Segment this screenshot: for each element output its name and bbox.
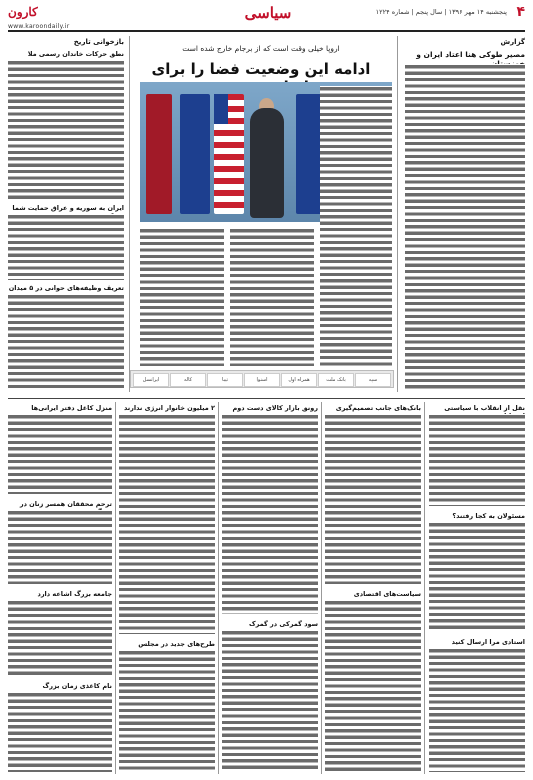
- bottom-col3-body-2: [222, 630, 318, 772]
- top-story-headline: ادامه این وضعیت فضا را برای: [151, 60, 371, 78]
- left-column-headline-2: ایران به سوریه و عراق حمایت شما: [12, 204, 124, 212]
- mid-rule: [8, 398, 525, 399]
- ad-3[interactable]: تیبا: [207, 373, 243, 387]
- bottom-col1-headline-4: نام کاغذی زمان بزرگ: [42, 682, 112, 690]
- bottom-col5-headline-3: استادی مرا ارسال کنید: [451, 638, 525, 646]
- bottom-col5-body-3: [429, 648, 525, 772]
- left-column-headline-1: نطق حرکات خاندان رسمی ملا: [27, 50, 124, 58]
- bottom-col3-headline: رونق بازار کالای دست دوم: [232, 404, 318, 412]
- page-number: ۴: [516, 4, 525, 20]
- bottom-col4-headline: بانک‌های جانب تصمیم‌گیری: [335, 404, 421, 412]
- bottom-col1-headline: منزل کاغل دفتر ایرانی‌ها: [31, 404, 112, 412]
- column-divider: [218, 402, 219, 774]
- bottom-col3-headline-2: سود گمرکی در گمرک: [248, 620, 318, 628]
- bottom-col2-headline: ۲ میلیون خانوار انرژی ندارند: [123, 404, 215, 412]
- top-story-kicker: اروپا خیلی وقت است که از برجام خارج شده است: [182, 44, 340, 53]
- column-divider: [115, 402, 116, 774]
- top-story-body-col-1: [320, 86, 392, 366]
- left-column-headline-3: تعریف وظیفه‌های حوانی در ۵ میدان: [8, 284, 124, 292]
- website-url: www.karoondaily.ir: [8, 23, 70, 30]
- bottom-col1-headline-2: ترحم محققان همسر زنان در: [19, 500, 112, 508]
- ad-2[interactable]: کاله: [170, 373, 206, 387]
- top-story-body-col-2: [230, 228, 314, 366]
- bottom-col4-body-2: [325, 600, 421, 772]
- bottom-col5-body-2: [429, 522, 525, 632]
- column-divider: [321, 402, 322, 774]
- bottom-col2-body-2: [119, 650, 215, 772]
- header-rule: [8, 30, 525, 32]
- bottom-col1-body-4: [8, 692, 112, 772]
- section-title: سیاسی: [244, 4, 292, 22]
- column-divider: [397, 36, 398, 392]
- column-divider: [424, 402, 425, 774]
- bottom-col1-headline-3: جامعه بزرگ اشاعه دارد: [37, 590, 112, 598]
- left-column-body-1: [8, 60, 124, 200]
- left-column-header: بازخوانی تاریخ: [73, 38, 124, 46]
- bottom-col1-body-3: [8, 600, 112, 676]
- bottom-col2-headline-2: طرح‌های جدید در مجلس: [138, 640, 215, 648]
- bottom-col1-body-1: [8, 414, 112, 494]
- left-column-body-2: [8, 214, 124, 280]
- right-column-header: گزارش: [500, 38, 525, 46]
- ad-1[interactable]: ایرانسل: [133, 373, 169, 387]
- right-column-headline: مصیر طوکی هنا اعتاد ایران و: [416, 50, 525, 59]
- ad-4[interactable]: اسنوا: [244, 373, 280, 387]
- bottom-col5-body-1: [429, 414, 525, 506]
- right-column-body: [405, 64, 525, 390]
- newspaper-logo: کارون: [8, 5, 38, 19]
- bottom-col5-headline: نقل از انقلاب با سیاستی: [444, 404, 525, 412]
- bottom-col4-body-1: [325, 414, 421, 584]
- bottom-col5-headline-2: مسئولان به کجا رفتند؟: [452, 512, 525, 520]
- date-line: پنجشنبه ۱۴ مهر ۱۳۹۶ | سال پنجم | شماره ۱۲۲۴: [375, 8, 507, 16]
- bottom-col4-headline-2: سیاست‌های اقتصادی: [353, 590, 421, 598]
- ad-6[interactable]: بانک ملت: [318, 373, 354, 387]
- column-divider: [129, 36, 130, 392]
- bottom-col1-body-2: [8, 510, 112, 584]
- ad-strip: [130, 370, 394, 388]
- ad-7[interactable]: سپه: [355, 373, 391, 387]
- bottom-col3-body-1: [222, 414, 318, 614]
- left-column-body-3: [8, 294, 124, 388]
- bottom-col2-body-1: [119, 414, 215, 634]
- ad-5[interactable]: همراه اول: [281, 373, 317, 387]
- top-story-body-col-3: [140, 228, 224, 366]
